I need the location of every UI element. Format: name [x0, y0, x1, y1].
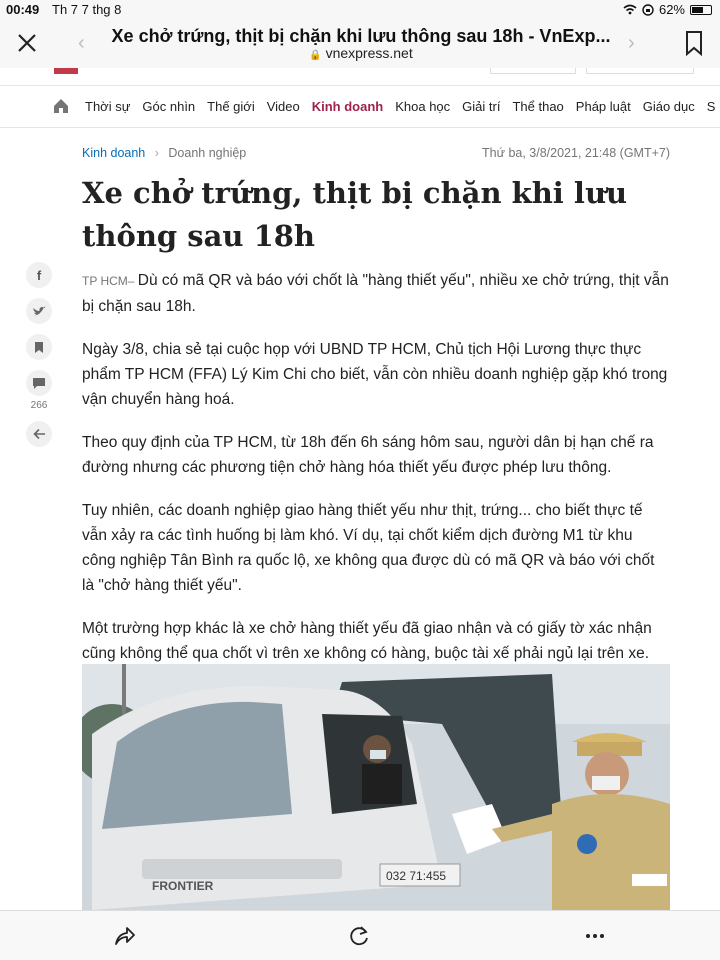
arrow-left-icon[interactable]: [26, 421, 52, 447]
comment-count: 266: [30, 400, 48, 411]
license-plate: 032 71:455: [386, 869, 447, 883]
breadcrumb-subcategory[interactable]: Doanh nghiệp: [168, 146, 247, 160]
article-body: [82, 268, 670, 684]
category-nav: [0, 86, 720, 128]
share-icon[interactable]: [112, 923, 138, 949]
more-icon[interactable]: [582, 923, 608, 949]
nav-item[interactable]: Khoa học: [395, 99, 451, 114]
nav-item[interactable]: Giáo dục: [642, 99, 695, 114]
lock-icon: 🔒: [309, 50, 322, 61]
wifi-icon: [623, 4, 637, 15]
truck-checkpoint-image: [82, 664, 670, 910]
battery-icon: [690, 5, 712, 15]
nav-item[interactable]: Kinh doanh: [311, 99, 384, 114]
nav-item[interactable]: Giải trí: [462, 99, 501, 114]
bottom-toolbar: [0, 910, 720, 960]
article-paragraph: Theo quy định của TP HCM, từ 18h đến 6h sáng hôm sau, người dân bị hạn chế ra đường nhưng các phương tiện chở hàng hóa thiết yếu được phép lưu thông.: [82, 434, 654, 476]
header-box[interactable]: [490, 68, 576, 74]
article-photo[interactable]: [82, 664, 670, 910]
nav-item[interactable]: Thể thao: [512, 99, 564, 114]
url-text: vnexpress.net: [325, 45, 413, 61]
browser-header: [0, 20, 720, 68]
article-paragraph: Ngày 3/8, chia sẻ tại cuộc họp với UBND TP HCM, Chủ tịch Hội Lương thực thực phẩm TP HCM (FFA) Lý Kim Chi cho biết, vẫn còn nhiều doanh nghiệp gặp khó trong vận chuyển hàng hoá.: [82, 341, 668, 408]
twitter-icon[interactable]: [26, 298, 52, 324]
status-time: 00:49: [6, 2, 40, 17]
facebook-icon[interactable]: f: [26, 262, 52, 288]
article-date: Thứ ba, 3/8/2021, 21:48 (GMT+7): [482, 146, 670, 160]
orientation-lock-icon: [642, 4, 654, 16]
bookmark-icon[interactable]: [684, 30, 704, 56]
article-paragraph: Một trường hợp khác là xe chở hàng thiết yếu đã giao nhận và có giấy tờ xác nhận cũng không thể qua chốt vì trên xe không có hàng, buộc tài xế phải ngủ lại trên xe.: [82, 620, 652, 662]
article-meta: [82, 146, 670, 160]
status-right: [623, 2, 712, 17]
comment-icon[interactable]: [26, 370, 52, 396]
header-box[interactable]: [586, 68, 694, 74]
nav-item[interactable]: S: [706, 99, 716, 114]
article-lead: [82, 268, 670, 319]
breadcrumb-category[interactable]: Kinh doanh: [82, 146, 146, 160]
category-nav-items: [85, 99, 715, 114]
save-bookmark-icon[interactable]: [26, 334, 52, 360]
site-logo-fragment[interactable]: [54, 68, 78, 74]
battery-percent: 62%: [658, 2, 685, 17]
article-location: TP HCM: [82, 274, 128, 288]
chevron-right-icon: ›: [154, 146, 159, 160]
home-icon[interactable]: [52, 97, 70, 115]
lead-text: Dù có mã QR và báo với chốt là "hàng thiết yếu", nhiều xe chở trứng, thịt vẫn bị chặn sau 18h.: [82, 272, 669, 315]
nav-item[interactable]: Thời sự: [85, 99, 131, 114]
nav-item[interactable]: Video: [266, 99, 300, 114]
article-headline: Xe chở trứng, thịt bị chặn khi lưu thông sau 18h: [82, 176, 628, 253]
nav-item[interactable]: Pháp luật: [575, 99, 631, 114]
nav-item[interactable]: Góc nhìn: [142, 99, 196, 114]
status-date: Th 7 7 thg 8: [52, 2, 122, 17]
status-bar: [0, 0, 720, 20]
location-dash: –: [127, 274, 138, 288]
chevron-left-icon[interactable]: ‹: [78, 32, 85, 54]
truck-brand: FRONTIER: [152, 879, 214, 893]
chevron-right-icon[interactable]: ›: [628, 32, 635, 54]
nav-item[interactable]: Thế giới: [207, 99, 255, 114]
close-icon[interactable]: [14, 30, 40, 56]
reload-icon[interactable]: [346, 923, 372, 949]
social-sidebar: [26, 262, 52, 457]
page-title: Xe chở trứng, thịt bị chặn khi lưu thông sau 18h - VnExp...: [111, 26, 611, 46]
url-bar[interactable]: [106, 45, 616, 61]
site-header-strip: [0, 68, 720, 86]
article-paragraph: Tuy nhiên, các doanh nghiệp giao hàng thiết yếu như thịt, trứng... cho biết thực tế vẫn xảy ra các tình huống bị làm khó. Ví dụ, tại chốt kiểm dịch đường M1 từ khu công nghiệp Tân Bình ra quốc lộ, xe không qua được dù có mã QR và báo với chốt là "chở hàng thiết yếu".: [82, 502, 655, 594]
